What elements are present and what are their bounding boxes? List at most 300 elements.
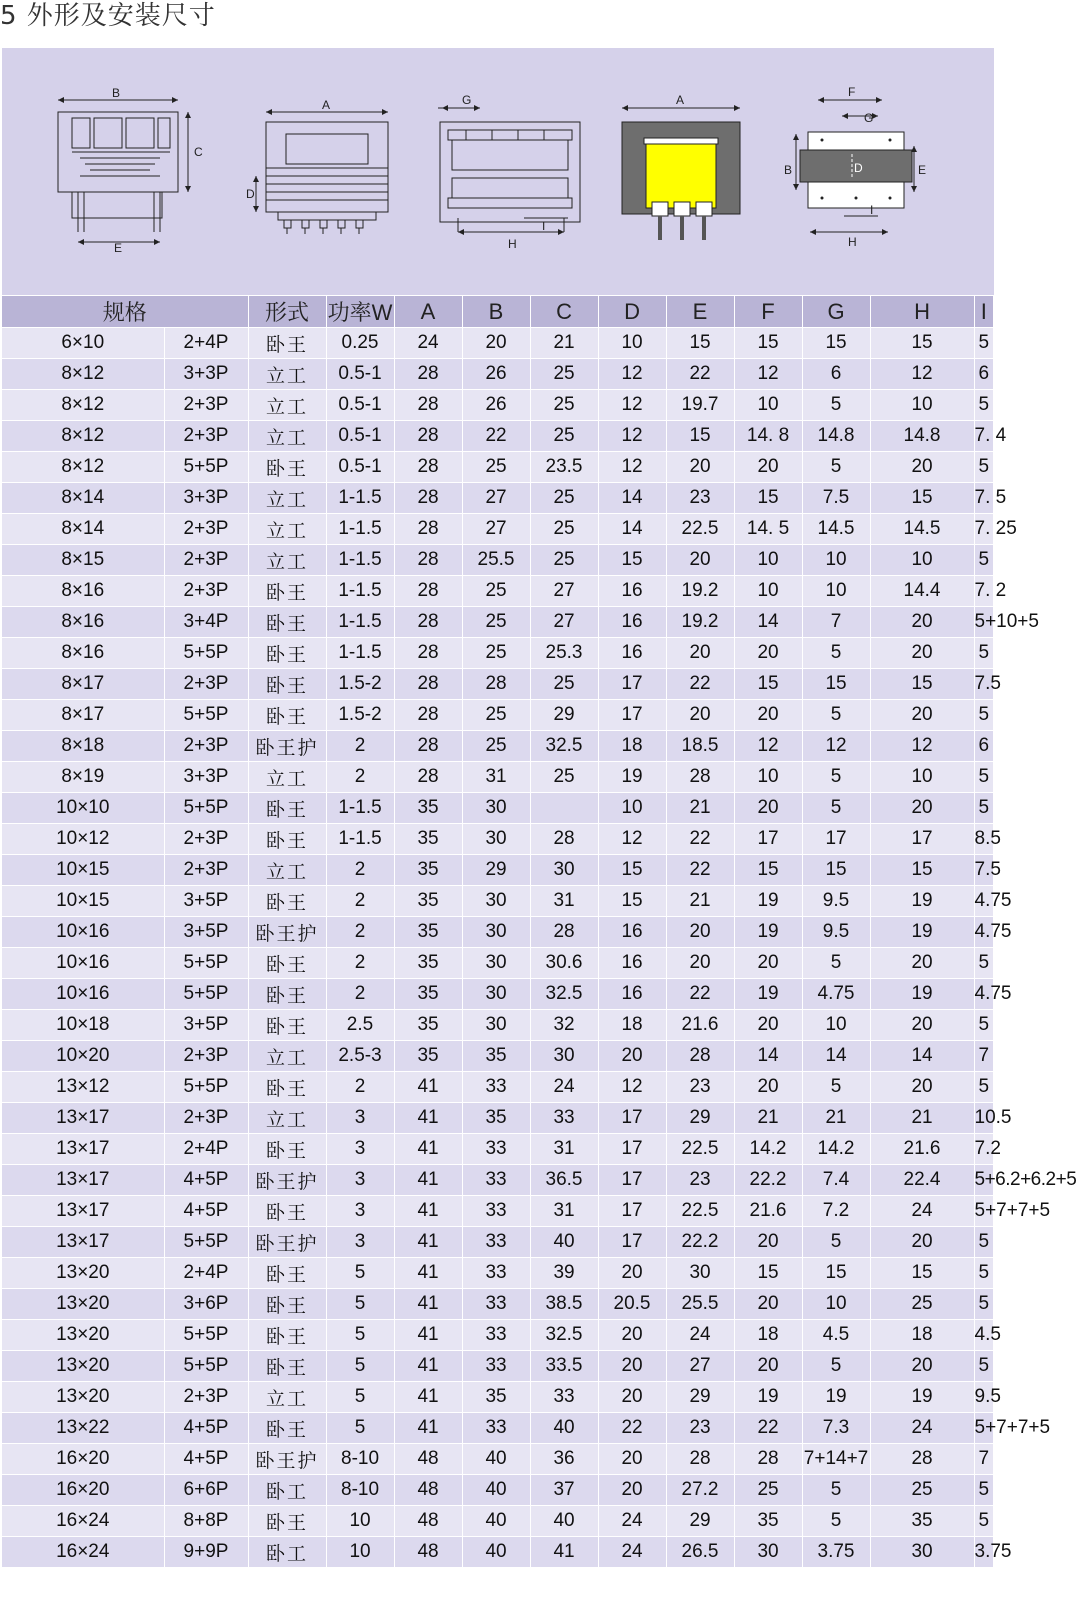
- table-cell: 10×16: [2, 948, 164, 979]
- table-cell: 5: [974, 762, 993, 793]
- table-cell: 立工: [248, 1382, 326, 1413]
- table-cell: 15: [734, 483, 802, 514]
- table-cell: 2+3P: [164, 421, 248, 452]
- table-cell: 25: [462, 731, 530, 762]
- table-cell: 10×10: [2, 793, 164, 824]
- table-cell: 5: [974, 1289, 993, 1320]
- table-cell: 立工: [248, 1041, 326, 1072]
- table-cell: 28: [462, 669, 530, 700]
- table-row: [2, 948, 994, 979]
- table-cell: 0.25: [326, 328, 394, 359]
- table-cell: 2+3P: [164, 545, 248, 576]
- table-cell: 15: [802, 855, 870, 886]
- column-header: D: [598, 296, 666, 328]
- table-cell: 20: [598, 1382, 666, 1413]
- table-cell: 16: [598, 638, 666, 669]
- table-cell: 35: [394, 824, 462, 855]
- table-cell: 卧王: [248, 576, 326, 607]
- table-cell: 14: [870, 1041, 974, 1072]
- table-cell: 14. 5: [734, 514, 802, 545]
- table-cell: 25: [530, 514, 598, 545]
- table-cell: 8.5: [974, 824, 993, 855]
- table-row: [2, 638, 994, 669]
- table-cell: 29: [462, 855, 530, 886]
- table-cell: 25.5: [666, 1289, 734, 1320]
- table-cell: 10: [870, 390, 974, 421]
- table-cell: 25: [530, 390, 598, 421]
- table-cell: 41: [394, 1258, 462, 1289]
- table-row: [2, 1475, 994, 1506]
- table-cell: 20: [666, 700, 734, 731]
- table-cell: 20: [666, 638, 734, 669]
- table-cell: 19: [870, 1382, 974, 1413]
- table-cell: 3.75: [974, 1537, 993, 1568]
- table-cell: 5: [974, 1227, 993, 1258]
- table-cell: 18: [598, 1010, 666, 1041]
- table-cell: 21.6: [666, 1010, 734, 1041]
- table-cell: 5+10+5: [974, 607, 993, 638]
- table-cell: 22: [598, 1413, 666, 1444]
- table-cell: 1.5-2: [326, 669, 394, 700]
- table-cell: 卧王护: [248, 731, 326, 762]
- table-cell: 28: [530, 824, 598, 855]
- table-cell: 7. 5: [974, 483, 993, 514]
- table-cell: 8-10: [326, 1444, 394, 1475]
- table-cell: 48: [394, 1537, 462, 1568]
- table-cell: 27: [530, 607, 598, 638]
- table-cell: 3+5P: [164, 917, 248, 948]
- table-cell: 0.5-1: [326, 421, 394, 452]
- table-cell: 0.5-1: [326, 452, 394, 483]
- column-header: A: [394, 296, 462, 328]
- table-cell: 41: [394, 1227, 462, 1258]
- table-row: [2, 1227, 994, 1258]
- table-cell: 5: [974, 1258, 993, 1289]
- table-row: [2, 483, 994, 514]
- table-cell: 31: [530, 1196, 598, 1227]
- table-cell: 35: [394, 793, 462, 824]
- table-cell: 3: [326, 1196, 394, 1227]
- table-cell: 卧王: [248, 948, 326, 979]
- table-cell: 5: [802, 1506, 870, 1537]
- table-cell: 12: [598, 824, 666, 855]
- table-cell: 8×14: [2, 514, 164, 545]
- table-cell: 7.2: [974, 1134, 993, 1165]
- table-cell: 22.5: [666, 514, 734, 545]
- table-cell: 31: [530, 1134, 598, 1165]
- table-cell: 5+5P: [164, 793, 248, 824]
- table-cell: 8×16: [2, 607, 164, 638]
- table-cell: 21: [870, 1103, 974, 1134]
- label-i: I: [542, 219, 546, 233]
- table-cell: 20: [870, 1010, 974, 1041]
- table-row: [2, 700, 994, 731]
- table-cell: 17: [598, 1165, 666, 1196]
- table-cell: 30: [462, 886, 530, 917]
- table-cell: 35: [462, 1041, 530, 1072]
- table-cell: 0.5-1: [326, 359, 394, 390]
- table-cell: 10: [734, 390, 802, 421]
- table-cell: 20: [666, 545, 734, 576]
- table-cell: 15: [598, 545, 666, 576]
- table-cell: 19: [734, 886, 802, 917]
- table-cell: 21: [666, 793, 734, 824]
- table-cell: 15: [870, 328, 974, 359]
- table-cell: 7.5: [802, 483, 870, 514]
- table-cell: 18: [870, 1320, 974, 1351]
- table-cell: 7.3: [802, 1413, 870, 1444]
- table-row: [2, 328, 994, 359]
- table-cell: 20: [734, 700, 802, 731]
- table-cell: 16: [598, 979, 666, 1010]
- table-cell: 28: [394, 638, 462, 669]
- table-cell: 15: [802, 328, 870, 359]
- table-row: [2, 1289, 994, 1320]
- table-cell: 30: [462, 1010, 530, 1041]
- table-row: [2, 979, 994, 1010]
- table-cell: 40: [530, 1506, 598, 1537]
- table-cell: 15: [734, 855, 802, 886]
- column-header: 规格: [2, 296, 248, 328]
- table-cell: 35: [394, 855, 462, 886]
- table-cell: 18: [734, 1320, 802, 1351]
- table-cell: 4+5P: [164, 1165, 248, 1196]
- table-cell: 5+5P: [164, 1351, 248, 1382]
- table-cell: 48: [394, 1444, 462, 1475]
- table-cell: 20: [870, 607, 974, 638]
- table-cell: 25: [530, 483, 598, 514]
- table-cell: 20: [666, 452, 734, 483]
- table-cell: 15: [734, 1258, 802, 1289]
- column-header: E: [666, 296, 734, 328]
- table-cell: 19.2: [666, 607, 734, 638]
- table-cell: 35: [394, 1041, 462, 1072]
- dimension-diagram-panel: [2, 48, 994, 295]
- table-cell: 2: [326, 1072, 394, 1103]
- table-cell: 20: [734, 452, 802, 483]
- table-cell: 20: [870, 1351, 974, 1382]
- table-cell: 13×17: [2, 1227, 164, 1258]
- table-cell: 29: [666, 1382, 734, 1413]
- table-cell: 10: [802, 1010, 870, 1041]
- table-cell: 33: [462, 1072, 530, 1103]
- table-cell: 3: [326, 1165, 394, 1196]
- table-cell: 22: [734, 1413, 802, 1444]
- table-cell: 16: [598, 607, 666, 638]
- table-cell: 25.5: [462, 545, 530, 576]
- table-cell: 20: [598, 1320, 666, 1351]
- table-cell: 20.5: [598, 1289, 666, 1320]
- table-cell: 30: [734, 1537, 802, 1568]
- table-cell: 8×17: [2, 669, 164, 700]
- table-cell: 5: [974, 1506, 993, 1537]
- table-cell: 5: [974, 1351, 993, 1382]
- table-cell: 3: [326, 1103, 394, 1134]
- label-e: E: [918, 163, 927, 177]
- table-cell: 32.5: [530, 731, 598, 762]
- table-cell: 28: [394, 545, 462, 576]
- table-cell: 2: [326, 979, 394, 1010]
- table-cell: 5: [802, 793, 870, 824]
- table-cell: 1-1.5: [326, 638, 394, 669]
- table-cell: 10×15: [2, 886, 164, 917]
- table-cell: 15: [802, 669, 870, 700]
- table-cell: 7+14+7: [802, 1444, 870, 1475]
- diagram-side-view: [242, 82, 402, 256]
- table-cell: 23: [666, 1072, 734, 1103]
- table-cell: 37: [530, 1475, 598, 1506]
- table-row: [2, 1196, 994, 1227]
- coil-body: [646, 142, 716, 208]
- table-cell: 10: [870, 545, 974, 576]
- table-cell: 12: [598, 390, 666, 421]
- table-cell: 卧王: [248, 1010, 326, 1041]
- table-cell: 20: [666, 917, 734, 948]
- table-cell: 20: [870, 1072, 974, 1103]
- table-cell: 27: [462, 483, 530, 514]
- table-cell: 33: [462, 1196, 530, 1227]
- table-cell: 20: [462, 328, 530, 359]
- table-cell: 13×20: [2, 1289, 164, 1320]
- table-cell: 28: [394, 700, 462, 731]
- table-cell: 40: [530, 1413, 598, 1444]
- table-cell: 20: [598, 1258, 666, 1289]
- table-cell: 22: [666, 824, 734, 855]
- table-row: [2, 669, 994, 700]
- table-row: [2, 1444, 994, 1475]
- table-cell: 14.5: [802, 514, 870, 545]
- table-cell: 2: [326, 762, 394, 793]
- table-cell: 28: [394, 390, 462, 421]
- table-cell: 6×10: [2, 328, 164, 359]
- table-row: [2, 1413, 994, 1444]
- table-cell: 35: [394, 948, 462, 979]
- table-cell: 卧王: [248, 700, 326, 731]
- table-row: [2, 855, 994, 886]
- table-cell: 33: [462, 1165, 530, 1196]
- table-cell: 14: [734, 1041, 802, 1072]
- table-cell: 28: [394, 514, 462, 545]
- table-cell: 卧王护: [248, 1227, 326, 1258]
- table-cell: 26: [462, 359, 530, 390]
- table-cell: 5+5P: [164, 452, 248, 483]
- table-cell: 38.5: [530, 1289, 598, 1320]
- table-cell: 23: [666, 1165, 734, 1196]
- table-cell: 5: [974, 1010, 993, 1041]
- table-cell: 28: [394, 421, 462, 452]
- table-cell: 卧王: [248, 1320, 326, 1351]
- table-cell: 35: [394, 917, 462, 948]
- table-cell: 24: [530, 1072, 598, 1103]
- table-cell: 3+3P: [164, 483, 248, 514]
- label-d: D: [246, 187, 255, 201]
- table-cell: 40: [530, 1227, 598, 1258]
- table-cell: 9.5: [802, 886, 870, 917]
- table-cell: 3.75: [802, 1537, 870, 1568]
- table-cell: 卧王: [248, 669, 326, 700]
- table-cell: 28: [530, 917, 598, 948]
- table-cell: 30: [870, 1537, 974, 1568]
- table-cell: 5+5P: [164, 638, 248, 669]
- table-cell: 35: [462, 1382, 530, 1413]
- table-cell: 22: [666, 359, 734, 390]
- table-cell: 5+6.2+6.2+5: [974, 1165, 993, 1196]
- table-cell: 17: [802, 824, 870, 855]
- table-cell: 36: [530, 1444, 598, 1475]
- table-cell: 28: [394, 452, 462, 483]
- table-cell: 29: [666, 1103, 734, 1134]
- table-cell: 33.5: [530, 1351, 598, 1382]
- table-cell: 17: [870, 824, 974, 855]
- table-cell: 20: [598, 1475, 666, 1506]
- table-cell: 21: [734, 1103, 802, 1134]
- table-cell: 1-1.5: [326, 793, 394, 824]
- table-cell: 19: [734, 1382, 802, 1413]
- table-cell: 2+3P: [164, 1041, 248, 1072]
- table-cell: 立工: [248, 514, 326, 545]
- table-cell: 卧王: [248, 607, 326, 638]
- table-cell: 5+5P: [164, 700, 248, 731]
- table-cell: 33: [530, 1382, 598, 1413]
- table-cell: 10: [734, 545, 802, 576]
- table-cell: 1-1.5: [326, 514, 394, 545]
- table-cell: 20: [870, 948, 974, 979]
- table-cell: 卧王: [248, 793, 326, 824]
- table-row: [2, 1165, 994, 1196]
- table-cell: 14.5: [870, 514, 974, 545]
- table-cell: 2+3P: [164, 855, 248, 886]
- table-cell: 22.5: [666, 1134, 734, 1165]
- table-cell: 41: [394, 1289, 462, 1320]
- diagram-front-view: [50, 82, 210, 256]
- table-cell: 卧王: [248, 1134, 326, 1165]
- table-cell: 4.75: [974, 979, 993, 1010]
- table-cell: 8-10: [326, 1475, 394, 1506]
- table-cell: 16: [598, 917, 666, 948]
- table-cell: 40: [462, 1506, 530, 1537]
- table-cell: 20: [734, 1227, 802, 1258]
- table-cell: 16×24: [2, 1537, 164, 1568]
- table-cell: 13×22: [2, 1413, 164, 1444]
- table-cell: 3+3P: [164, 359, 248, 390]
- table-row: [2, 1134, 994, 1165]
- table-cell: 21: [530, 328, 598, 359]
- table-cell: 10×18: [2, 1010, 164, 1041]
- table-cell: 卧王: [248, 1072, 326, 1103]
- table-cell: 8×16: [2, 576, 164, 607]
- table-cell: 7: [974, 1444, 993, 1475]
- table-cell: 4.75: [974, 886, 993, 917]
- table-cell: 3+5P: [164, 1010, 248, 1041]
- table-cell: 卧王护: [248, 917, 326, 948]
- table-cell: 19: [870, 917, 974, 948]
- table-cell: 15: [734, 669, 802, 700]
- table-cell: 35: [394, 1010, 462, 1041]
- table-cell: 卧王: [248, 1506, 326, 1537]
- table-row: [2, 1320, 994, 1351]
- table-cell: 4+5P: [164, 1444, 248, 1475]
- table-header-row: [2, 296, 994, 328]
- table-cell: 7.5: [974, 669, 993, 700]
- table-cell: 卧工: [248, 1475, 326, 1506]
- table-cell: 41: [394, 1382, 462, 1413]
- table-cell: 卧王: [248, 1413, 326, 1444]
- table-cell: 4.5: [974, 1320, 993, 1351]
- table-cell: 28: [666, 1444, 734, 1475]
- table-cell: 立工: [248, 1103, 326, 1134]
- table-cell: 8×12: [2, 421, 164, 452]
- column-header: 形式: [248, 296, 326, 328]
- table-cell: 17: [598, 1227, 666, 1258]
- table-cell: 13×20: [2, 1258, 164, 1289]
- table-row: [2, 1351, 994, 1382]
- label-i: I: [870, 203, 874, 217]
- table-cell: 2+3P: [164, 514, 248, 545]
- table-cell: 22: [666, 855, 734, 886]
- table-cell: 15: [870, 483, 974, 514]
- table-cell: 2+3P: [164, 390, 248, 421]
- table-cell: 2: [326, 886, 394, 917]
- table-cell: 5: [802, 1475, 870, 1506]
- table-cell: 8×12: [2, 359, 164, 390]
- table-cell: 24: [870, 1196, 974, 1227]
- table-cell: 18: [598, 731, 666, 762]
- table-cell: 12: [802, 731, 870, 762]
- table-cell: 5: [974, 545, 993, 576]
- table-row: [2, 1506, 994, 1537]
- table-cell: 21.6: [870, 1134, 974, 1165]
- label-f: F: [848, 85, 856, 99]
- table-cell: [530, 793, 598, 824]
- table-cell: 33: [462, 1413, 530, 1444]
- table-row: [2, 514, 994, 545]
- table-cell: 2+4P: [164, 1134, 248, 1165]
- table-cell: 4.5: [802, 1320, 870, 1351]
- table-cell: 30: [462, 917, 530, 948]
- table-cell: 5: [802, 638, 870, 669]
- table-cell: 29: [530, 700, 598, 731]
- table-row: [2, 1103, 994, 1134]
- table-cell: 2.5: [326, 1010, 394, 1041]
- table-cell: 35: [870, 1506, 974, 1537]
- table-cell: 10: [326, 1506, 394, 1537]
- table-cell: 27: [462, 514, 530, 545]
- table-cell: 15: [666, 421, 734, 452]
- table-cell: 5: [802, 762, 870, 793]
- table-cell: 15: [666, 328, 734, 359]
- table-cell: 卧王: [248, 638, 326, 669]
- table-cell: 14: [802, 1041, 870, 1072]
- diagram-bottom-view: [782, 82, 942, 256]
- table-cell: 12: [598, 452, 666, 483]
- table-cell: 3+5P: [164, 886, 248, 917]
- spec-table: [2, 296, 1076, 1567]
- table-cell: 20: [598, 1041, 666, 1072]
- table-cell: 5: [974, 328, 993, 359]
- label-a: A: [322, 98, 331, 112]
- table-cell: 卧王护: [248, 1165, 326, 1196]
- table-cell: 24: [870, 1413, 974, 1444]
- table-cell: 27: [530, 576, 598, 607]
- table-cell: 22: [666, 669, 734, 700]
- table-cell: 10: [598, 793, 666, 824]
- table-cell: 14.4: [870, 576, 974, 607]
- table-cell: 24: [598, 1537, 666, 1568]
- table-cell: 5: [974, 1475, 993, 1506]
- table-cell: 卧王: [248, 1289, 326, 1320]
- label-d: D: [854, 161, 863, 175]
- table-cell: 14: [598, 483, 666, 514]
